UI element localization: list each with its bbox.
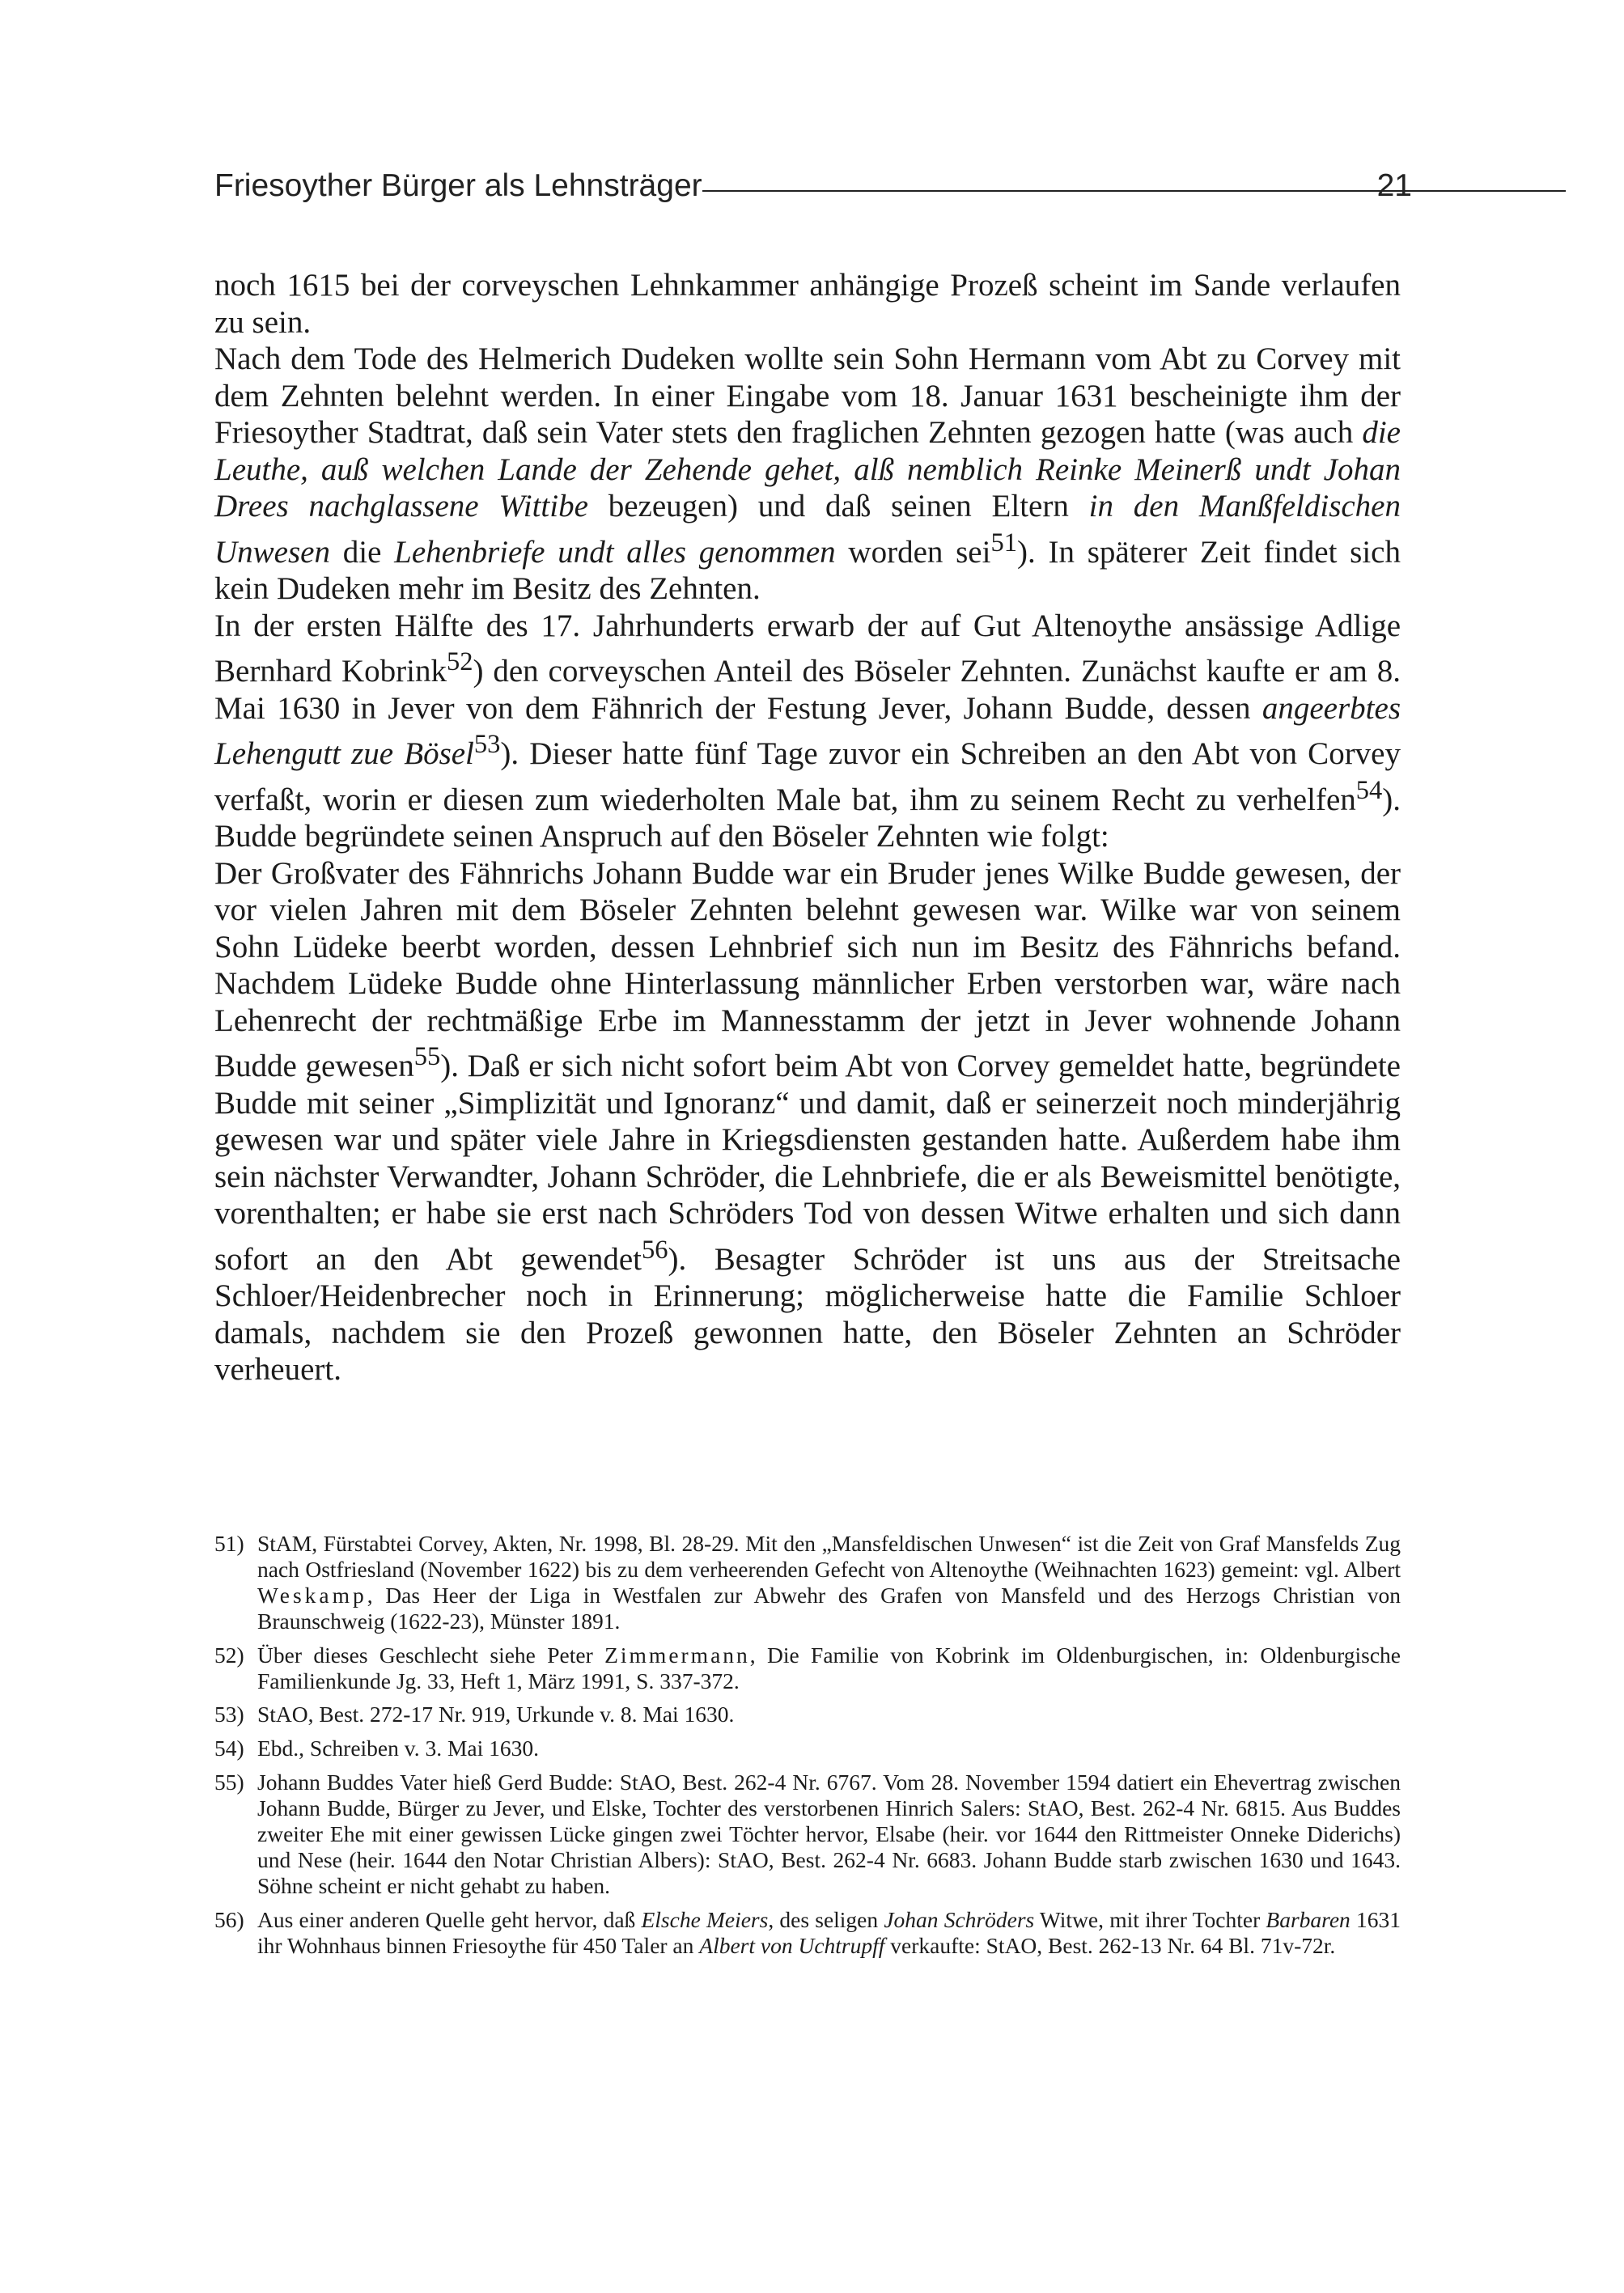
text-run: In der ersten Hälfte des 17. Jahrhunderts erwarb der auf Gut Altenoythe ansässige Adlige Bernhard Kobrink xyxy=(214,608,1401,689)
main-text xyxy=(214,267,1401,1388)
text-run: bezeugen) und daß seinen Eltern xyxy=(587,489,1089,523)
text-run: ). In späterer Zeit findet sich kein Dudeken mehr im Besitz des Zehnten. xyxy=(214,534,1401,606)
text-run: Der Großvater des Fähnrichs Johann Budde war ein Bruder jenes Wilke Budde gewesen, der vor vielen Jahren mit dem Böseler Zehnten belehnt gewesen war. Wilke war von seinem Sohn Lüdeke beerbt worden, dessen Lehnbrief sich nun im Besitz des Fähnrichs befand. Nachdem Lüdeke Budde ohne Hinterlassung männlicher Erben verstorben war, wäre nach Lehenrecht der rechtmäßige Erbe im Mannesstamm der jetzt in Jever wohnende Johann Budde gewesen xyxy=(214,855,1401,1083)
text-run: Über dieses Geschlecht siehe Peter xyxy=(257,1642,605,1668)
text-run: , Die Familie von Kobrink im Oldenburgischen, in: Oldenburgische Familienkunde Jg. 33, Heft 1, März 1991, S. 337-372. xyxy=(257,1642,1401,1693)
author-name: Zimmermann xyxy=(604,1642,750,1668)
footnote-54 xyxy=(214,1736,1401,1761)
paragraph-1-text: noch 1615 bei der corveyschen Lehnkammer anhängige Prozeß scheint im Sande verlaufen zu sein. xyxy=(214,268,1401,340)
page-number: 21 xyxy=(1376,168,1412,203)
footnote-text: Johann Buddes Vater hieß Gerd Budde: StAO, Best. 262-4 Nr. 6767. Vom 28. November 1594 datiert ein Ehevertrag zwischen Johann Budde, Bürger zu Jever, und Elske, Tochter des verstorbenen Hinrich Salers: StAO, Best. 262-4 Nr. 6815. Aus Buddes zweiter Ehe mit einer gewissen Lücke gingen zwei Töchter hervor, Elsabe (heir. vor 1644 den Rittmeister Onneke Diderichs) und Nese (heir. 1644 den Notar Christian Albers): StAO, Best. 262-4 Nr. 6683. Johann Budde starb zwischen 1630 und 1643. Söhne scheint er nicht gehabt zu haben. xyxy=(257,1770,1401,1898)
footnote-ref-54[interactable]: 54 xyxy=(1355,775,1383,805)
quote-italic: in den Manßfeldischen Unwesen xyxy=(214,489,1401,570)
paragraph-4 xyxy=(214,855,1401,1388)
quote-italic: die Leuthe, auß welchen Lande der Zehende gehet, alß nemblich Reinke Meinerß undt Johan Drees nachglassene Wittibe xyxy=(214,415,1401,523)
footnote-number: 55) xyxy=(214,1770,244,1795)
footnote-53 xyxy=(214,1702,1401,1727)
text-run: ). Budde begründete seinen Anspruch auf den Böseler Zehnten wie folgt: xyxy=(214,782,1401,854)
footnote-number: 52) xyxy=(214,1642,244,1668)
text-run: ). Besagter Schröder ist uns aus der Streitsache Schloer/Heidenbrecher noch in Erinnerung; möglicherweise hatte die Familie Schloer damals, nachdem sie den Prozeß gewonnen hatte, den Böseler Zehnten an Schröder verheuert. xyxy=(214,1241,1401,1387)
name-italic: Barbaren xyxy=(1266,1906,1351,1932)
footnote-text xyxy=(257,1531,1401,1634)
footnotes xyxy=(214,1531,1401,1967)
text-run: Aus einer anderen Quelle geht hervor, daß xyxy=(257,1906,642,1932)
footnote-text: StAO, Best. 272-17 Nr. 919, Urkunde v. 8. Mai 1630. xyxy=(257,1702,735,1727)
footnote-ref-52[interactable]: 52 xyxy=(446,647,473,676)
text-run: StAM, Fürstabtei Corvey, Akten, Nr. 1998, Bl. 28-29. Mit den „Mansfeldischen Unwesen“ ist die Zeit von Graf Mansfelds Zug nach Ostfriesland (November 1622) bis zu dem verheerenden Gefecht von Altenoythe (Weihnachten 1623) gemeint: vgl. Albert xyxy=(257,1531,1401,1582)
text-run: ). Daß er sich nicht sofort beim Abt von Corvey gemeldet hatte, begründete Budde mit seiner „Simplizität und Ignoranz“ und damit, daß er seinerzeit noch minderjährig gewesen war und später viele Jahre in Kriegsdiensten gestanden hatte. Außerdem habe ihm sein nächster Verwandter, Johann Schröder, die Lehnbriefe, die er als Beweismittel benötigte, vorenthalten; er habe sie erst nach Schröders Tod von dessen Witwe erhalten und sich dann sofort an den Abt gewendet xyxy=(214,1049,1401,1277)
text-run: ). Dieser hatte fünf Tage zuvor ein Schreiben an den Abt von Corvey verfaßt, worin er diesen zum wiederholten Male bat, ihm zu seinem Recht zu verhelfen xyxy=(214,736,1401,817)
name-italic: Johan Schröders xyxy=(884,1906,1035,1932)
paragraph-3 xyxy=(214,608,1401,855)
text-run: verkaufte: StAO, Best. 262-13 Nr. 64 Bl. 71v-72r. xyxy=(884,1932,1336,1958)
footnote-51 xyxy=(214,1531,1401,1634)
footnote-55 xyxy=(214,1770,1401,1899)
footnote-ref-56[interactable]: 56 xyxy=(641,1235,668,1265)
text-run: 1631 ihr Wohnhaus binnen Friesoythe für 450 Taler an xyxy=(257,1906,1401,1958)
running-title: Friesoyther Bürger als Lehnsträger xyxy=(214,168,702,203)
text-run: , Das Heer der Liga in Westfalen zur Abwehr des Grafen von Mansfeld und des Herzogs Christian von Braunschweig (1622-23), Münster 1891. xyxy=(257,1582,1401,1634)
footnote-52 xyxy=(214,1642,1401,1694)
header-rule xyxy=(702,190,1566,192)
footnote-number: 51) xyxy=(214,1531,244,1556)
paragraph-1 xyxy=(214,267,1401,341)
running-header xyxy=(214,168,1412,210)
footnote-text xyxy=(257,1642,1401,1694)
footnote-56 xyxy=(214,1907,1401,1959)
footnote-ref-51[interactable]: 51 xyxy=(990,528,1017,557)
author-name: Weskamp xyxy=(257,1582,367,1608)
text-run: ) den corveyschen Anteil des Böseler Zehnten. Zunächst kaufte er am 8. Mai 1630 in Jever von dem Fähnrich der Festung Jever, Johann Budde, dessen xyxy=(214,654,1401,726)
footnote-number: 54) xyxy=(214,1736,244,1761)
footnote-ref-53[interactable]: 53 xyxy=(473,730,501,759)
name-italic: Elsche Meiers xyxy=(641,1906,769,1932)
text-run: Witwe, mit ihrer Tochter xyxy=(1034,1906,1266,1932)
footnote-number: 53) xyxy=(214,1702,244,1727)
footnote-ref-55[interactable]: 55 xyxy=(413,1042,441,1071)
text-run: Nach dem Tode des Helmerich Dudeken wollte sein Sohn Hermann vom Abt zu Corvey mit dem Zehnten belehnt werden. In einer Eingabe vom 18. Januar 1631 bescheinigte ihm der Friesoyther Stadtrat, daß sein Vater stets den fraglichen Zehnten gezogen hatte (was auch xyxy=(214,341,1401,450)
footnote-text: Ebd., Schreiben v. 3. Mai 1630. xyxy=(257,1736,540,1761)
paragraph-2 xyxy=(214,341,1401,608)
text-run: die xyxy=(329,534,395,570)
quote-italic: Lehenbriefe undt alles genommen xyxy=(394,534,836,570)
text-run: , des seligen xyxy=(768,1906,884,1932)
footnote-number: 56) xyxy=(214,1906,244,1932)
quote-italic: angeerbtes Lehengutt zue Bösel xyxy=(214,690,1401,771)
name-italic: Albert von Uchtrupff xyxy=(699,1932,885,1958)
text-run: worden sei xyxy=(835,534,991,570)
footnote-text xyxy=(257,1907,1401,1959)
